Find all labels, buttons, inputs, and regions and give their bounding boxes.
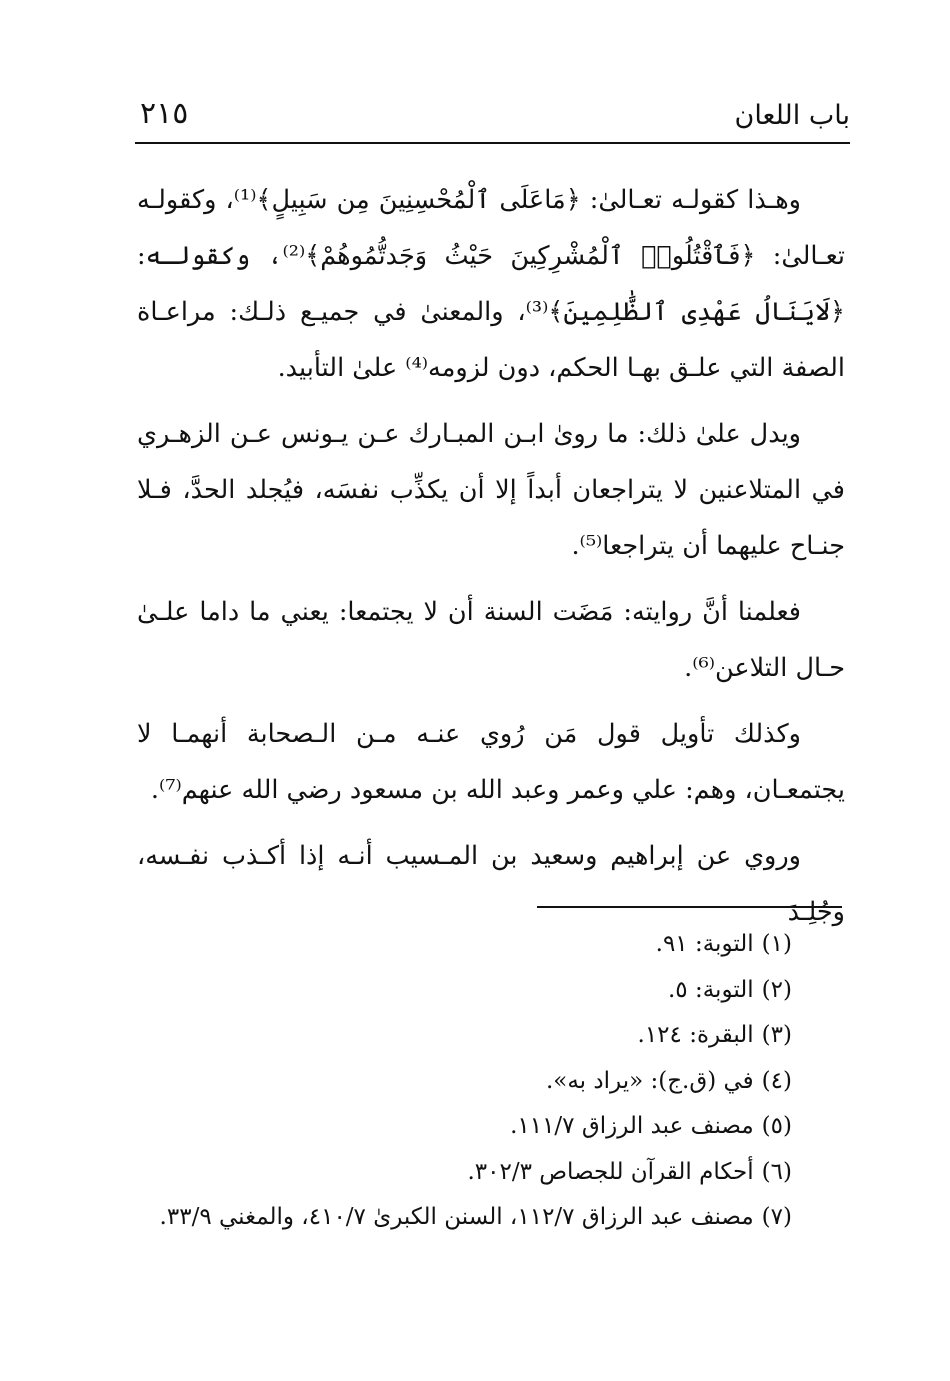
footnote-text: البقرة: ١٢٤.	[637, 1022, 754, 1048]
paragraph: وروي عن إبراهيم وسعيد بن المـسيب أنـه إذا أكـذب نفـسه، وجُلِـدَ	[137, 841, 845, 927]
footnote-number: (٢)	[761, 976, 792, 1003]
paragraph: وكذلك تأويل قول مَن رُوي عنـه مـن الـصحابة أنهمـا لا يجتمعـان، وهم: علي وعمر وعبد الله بن مسعود رضي الله عنهم⁽⁷⁾.	[137, 719, 845, 805]
footnote-number: (٣)	[761, 1022, 792, 1048]
footnote-item	[152, 922, 792, 968]
main-text	[137, 172, 845, 950]
running-header	[135, 92, 850, 144]
chapter-title: باب اللعان	[734, 100, 850, 131]
footnote-item	[152, 968, 792, 1014]
footnote-number: (٦)	[761, 1158, 792, 1185]
footnote-item	[152, 1013, 792, 1059]
paragraph: فعلمنا أنَّ روايته: مَضَت السنة أن لا يجتمعا: يعني ما داما علـىٰ حـال التلاعن⁽⁶⁾.	[137, 597, 845, 683]
footnote-number: (٤)	[761, 1067, 792, 1094]
paragraph: وهـذا كقولـه تعـالىٰ: ﴿مَاعَلَى ٱلْمُحْسِنِينَ مِن سَبِيلٍ﴾⁽¹⁾، وكقولـه تعـالىٰ: ﴿فَٱقْتُلُوا۟ ٱلْمُشْرِكِينَ حَيْثُ وَجَدتُّمُوهُمْ﴾⁽²⁾، وكقولـه: ﴿لَايَنَالُ عَهْدِى ٱلظَّٰلِمِينَ﴾⁽³⁾، والمعنىٰ في جميـع ذلـك: مراعـاة الصفة التي علـق بهـا الحكم، دون لزومه⁽⁴⁾ علىٰ التأبيد.	[137, 185, 846, 383]
paragraph: ويدل علىٰ ذلك: ما روىٰ ابـن المبـارك عـن يـونس عـن الزهـري في المتلاعنين لا يتراجعان أبداً إلا أن يكذِّب نفسَه، فيُجلد الحدَّ، فـلا جنـاح عليهما أن يتراجعا⁽⁵⁾.	[137, 419, 845, 561]
footnote-text: في (ق.ج): «يراد به».	[545, 1067, 754, 1094]
footnote-text: التوبة: ٥.	[667, 976, 754, 1003]
footnote-text: أحكام القرآن للجصاص ٣٠٢/٣.	[467, 1158, 754, 1185]
footnote-text: التوبة: ٩١.	[655, 931, 754, 957]
footnote-number: (٥)	[761, 1113, 792, 1139]
footnote-divider	[537, 906, 842, 908]
footnote-item	[152, 1195, 792, 1241]
page-number: ٢١٥	[140, 96, 189, 131]
footnote-text: مصنف عبد الرزاق ١١١/٧.	[510, 1113, 754, 1139]
footnote-item	[152, 1059, 792, 1105]
footnote-item	[152, 1150, 792, 1196]
footnote-text: مصنف عبد الرزاق ١١٢/٧، السنن الكبرىٰ ٤١٠/٧، والمغني ٣٣/٩.	[159, 1204, 754, 1230]
footnote-number: (١)	[761, 931, 792, 957]
footnote-item	[152, 1104, 792, 1150]
footnote-number: (٧)	[761, 1204, 792, 1230]
footnotes	[152, 922, 792, 1241]
